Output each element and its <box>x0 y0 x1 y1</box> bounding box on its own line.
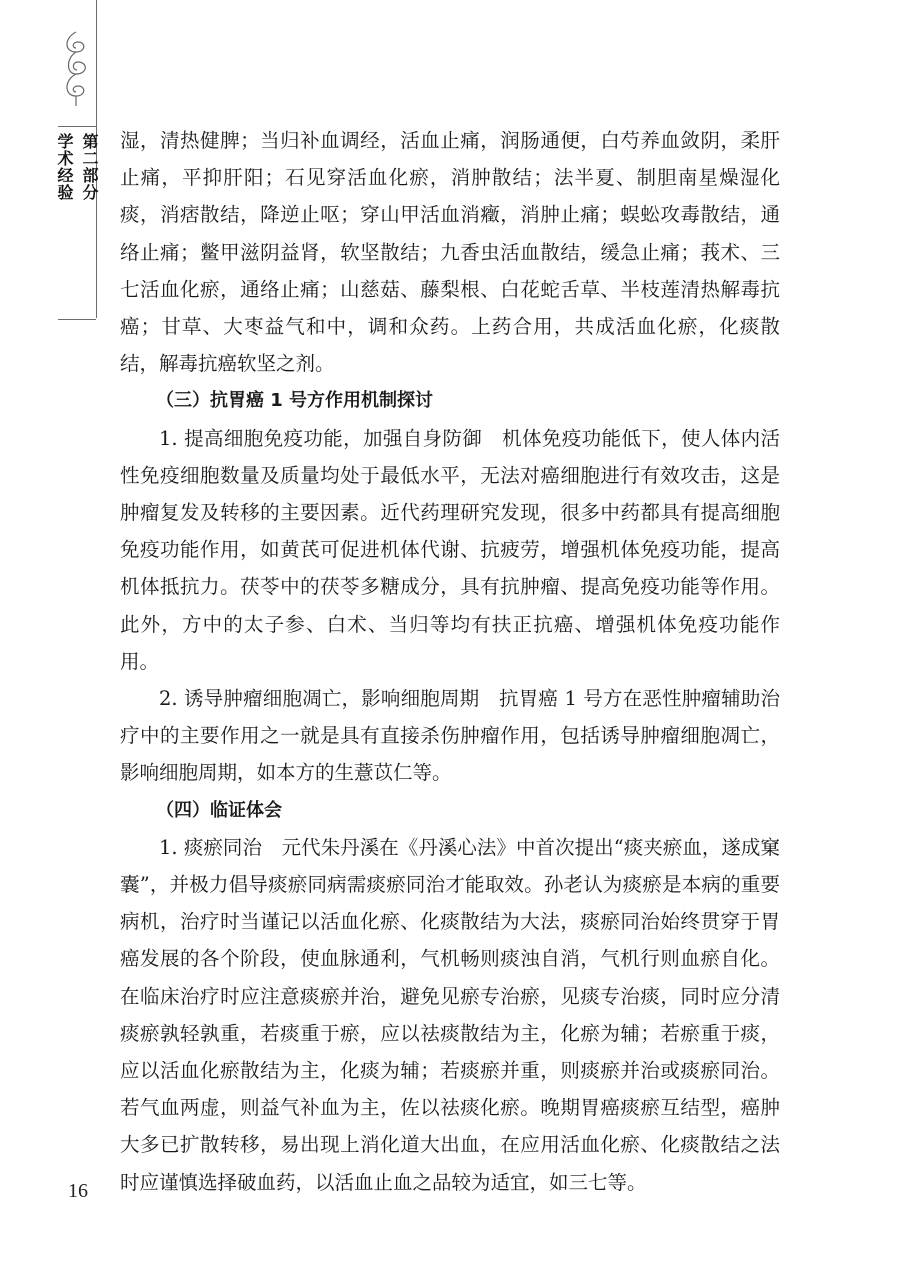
paragraph-4-1 <box>120 829 780 1201</box>
item-title-4-1: 1. 痰瘀同治 <box>159 835 262 859</box>
section-label: 学术经验 <box>55 133 74 201</box>
paragraph-3-1 <box>120 420 780 680</box>
page-number: 16 <box>68 1180 88 1202</box>
item-text-4-1: 元代朱丹溪在《丹溪心法》中首次提出“痰夹瘀血，遂成窠囊”，并极力倡导痰瘀同病需痰瘀同治才能取效。孙老认为痰瘀是本病的重要病机，治疗时当谨记以活血化瘀、化痰散结为大法，痰瘀同治始终贯穿于胃癌发展的各个阶段，使血脉通利，气机畅则痰浊自消，气机行则血瘀自化。在临床治疗时应注意痰瘀并治，避免见瘀专治瘀，见痰专治痰，同时应分清痰瘀孰轻孰重，若痰重于瘀，应以祛痰散结为主，化瘀为辅；若瘀重于痰，应以活血化瘀散结为主，化痰为辅；若痰瘀并重，则痰瘀并治或痰瘀同治。若气血两虚，则益气补血为主，佐以祛痰化瘀。晚期胃癌痰瘀互结型，癌肿大多已扩散转移，易出现上消化道大出血，在应用活血化瘀、化痰散结之法时应谨慎选择破血药，以活血止血之品较为适宜，如三七等。 <box>120 835 780 1194</box>
item-title-3-1: 1. 提高细胞免疫功能，加强自身防御 <box>159 426 483 450</box>
page-body <box>120 122 780 1201</box>
swirl-ornament-icon <box>60 30 92 108</box>
part-label: 第二部分 <box>80 133 99 201</box>
section-heading-3: （三）抗胃癌 1 号方作用机制探讨 <box>156 390 434 412</box>
paragraph-3-2 <box>120 680 780 792</box>
item-text-3-2: 抗胃癌 1 号方在恶性肿瘤辅助治疗中的主要作用之一就是具有直接杀伤肿瘤作用，包括诱导肿瘤细胞凋亡，影响细胞周期，如本方的生薏苡仁等。 <box>120 687 780 785</box>
intro-paragraph: 湿，清热健脾；当归补血调经，活血止痛，润肠通便，白芍养血敛阴，柔肝止痛，平抑肝阳；石见穿活血化瘀，消肿散结；法半夏、制胆南星燥湿化痰，消痞散结，降逆止呕；穿山甲活血消癥，消肿止痛；蜈蚣攻毒散结，通络止痛；鳖甲滋阴益肾，软坚散结；九香虫活血散结，缓急止痛；莪术、三七活血化瘀，通络止痛；山慈菇、藤梨根、白花蛇舌草、半枝莲清热解毒抗癌；甘草、大枣益气和中，调和众药。上药合用，共成活血化瘀，化痰散结，解毒抗癌软坚之剂。 <box>120 129 780 376</box>
section-tab <box>55 126 99 320</box>
section-heading-4: （四）临证体会 <box>156 799 282 821</box>
item-text-3-1: 机体免疫功能低下，使人体内活性免疫细胞数量及质量均处于最低水平，无法对癌细胞进行有效攻击，这是肿瘤复发及转移的主要因素。近代药理研究发现，很多中药都具有提高细胞免疫功能作用，如黄芪可促进机体代谢、抗疲劳，增强机体免疫功能，提高机体抵抗力。茯苓中的茯苓多糖成分，具有抗肿瘤、提高免疫功能等作用。此外，方中的太子参、白术、当归等均有扶正抗癌、增强机体免疫功能作用。 <box>120 426 780 673</box>
item-title-3-2: 2. 诱导肿瘤细胞凋亡，影响细胞周期 <box>159 687 480 711</box>
